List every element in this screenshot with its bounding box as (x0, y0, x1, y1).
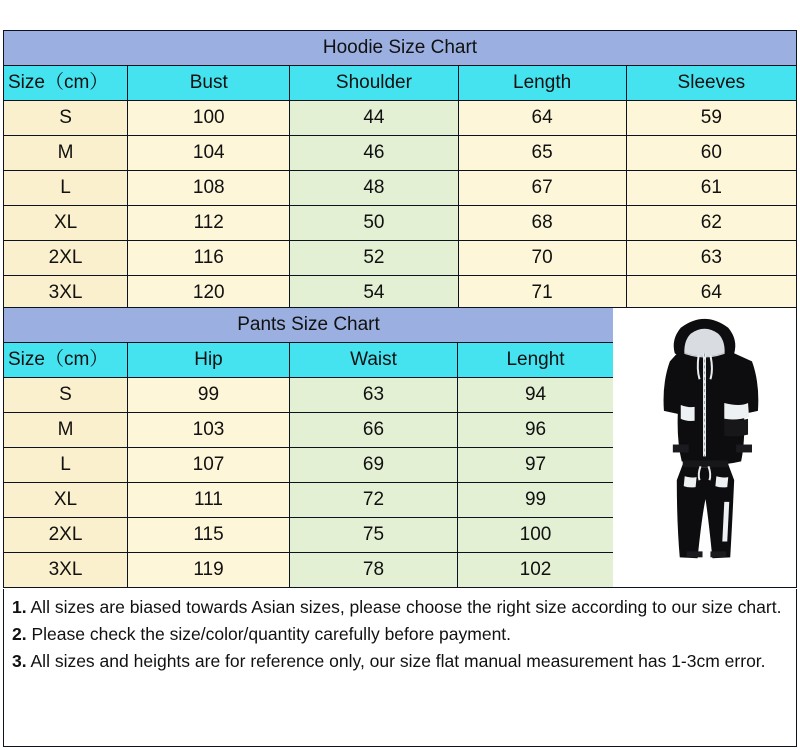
note-2 (12, 622, 788, 647)
cell-length: 96 (458, 413, 614, 448)
cell-size: 3XL (4, 553, 128, 588)
pants-header-waist: Waist (290, 343, 458, 378)
cell-hip: 111 (128, 483, 290, 518)
cell-length: 97 (458, 448, 614, 483)
cell-bust: 116 (128, 241, 290, 276)
hoodie-size-chart (3, 30, 797, 311)
hoodie-header-bust: Bust (128, 66, 290, 101)
table-row (4, 448, 614, 483)
cell-waist: 78 (290, 553, 458, 588)
pants-header-length: Lenght (458, 343, 614, 378)
cell-size: M (4, 136, 128, 171)
cell-length: 102 (458, 553, 614, 588)
cell-shoulder: 52 (290, 241, 458, 276)
cell-waist: 69 (290, 448, 458, 483)
pants-header-row (4, 343, 614, 378)
cell-shoulder: 44 (290, 101, 458, 136)
table-row (4, 276, 797, 311)
hoodie-header-size: Size（cm） (4, 66, 128, 101)
cell-waist: 72 (290, 483, 458, 518)
table-row (4, 101, 797, 136)
note-1-number: 1. (12, 597, 27, 617)
table-row (4, 241, 797, 276)
table-row (4, 518, 614, 553)
pants-size-chart (3, 307, 613, 588)
pants-table (3, 307, 614, 588)
cell-bust: 100 (128, 101, 290, 136)
pants-section (3, 307, 797, 588)
table-row (4, 553, 614, 588)
cell-sleeves: 59 (626, 101, 796, 136)
cell-size: 2XL (4, 518, 128, 553)
cell-shoulder: 54 (290, 276, 458, 311)
note-1-text: All sizes are biased towards Asian sizes, please choose the right size according to our size chart. (26, 597, 782, 617)
cell-bust: 112 (128, 206, 290, 241)
hoodie-header-row (4, 66, 797, 101)
cell-size: L (4, 171, 128, 206)
cell-size: XL (4, 206, 128, 241)
note-3 (12, 649, 788, 674)
table-row (4, 378, 614, 413)
cell-size: 3XL (4, 276, 128, 311)
cell-hip: 99 (128, 378, 290, 413)
note-2-number: 2. (12, 624, 27, 644)
cell-waist: 75 (290, 518, 458, 553)
cell-length: 71 (458, 276, 626, 311)
hoodie-title: Hoodie Size Chart (4, 31, 797, 66)
cell-sleeves: 60 (626, 136, 796, 171)
table-row (4, 136, 797, 171)
cell-length: 64 (458, 101, 626, 136)
cell-length: 94 (458, 378, 614, 413)
cell-bust: 108 (128, 171, 290, 206)
note-1 (12, 595, 788, 620)
table-row (4, 413, 614, 448)
cell-waist: 66 (290, 413, 458, 448)
table-row (4, 171, 797, 206)
cell-length: 67 (458, 171, 626, 206)
cell-shoulder: 48 (290, 171, 458, 206)
cell-hip: 107 (128, 448, 290, 483)
note-3-number: 3. (12, 651, 27, 671)
cell-hip: 103 (128, 413, 290, 448)
cell-size: M (4, 413, 128, 448)
black-hooded-tracksuit-photo (613, 308, 796, 587)
cell-length: 100 (458, 518, 614, 553)
cell-waist: 63 (290, 378, 458, 413)
pants-title-row (4, 308, 614, 343)
cell-length: 70 (458, 241, 626, 276)
cell-length: 68 (458, 206, 626, 241)
pants-header-size: Size（cm） (4, 343, 128, 378)
cell-sleeves: 64 (626, 276, 796, 311)
note-2-text: Please check the size/color/quantity carefully before payment. (26, 624, 512, 644)
hoodie-header-shoulder: Shoulder (290, 66, 458, 101)
note-3-text: All sizes and heights are for reference only, our size flat manual measurement has 1-3cm error. (26, 651, 766, 671)
cell-bust: 104 (128, 136, 290, 171)
cell-hip: 115 (128, 518, 290, 553)
cell-size: 2XL (4, 241, 128, 276)
cell-size: XL (4, 483, 128, 518)
cell-sleeves: 62 (626, 206, 796, 241)
hoodie-title-row (4, 31, 797, 66)
cell-length: 65 (458, 136, 626, 171)
product-image-cell (613, 307, 797, 588)
pants-header-hip: Hip (128, 343, 290, 378)
cell-shoulder: 46 (290, 136, 458, 171)
hoodie-header-length: Length (458, 66, 626, 101)
cell-size: S (4, 378, 128, 413)
table-row (4, 483, 614, 518)
table-row (4, 206, 797, 241)
size-notes (3, 589, 797, 747)
cell-size: L (4, 448, 128, 483)
cell-size: S (4, 101, 128, 136)
cell-sleeves: 61 (626, 171, 796, 206)
cell-sleeves: 63 (626, 241, 796, 276)
cell-bust: 120 (128, 276, 290, 311)
hoodie-header-sleeves: Sleeves (626, 66, 796, 101)
cell-shoulder: 50 (290, 206, 458, 241)
cell-hip: 119 (128, 553, 290, 588)
pants-title: Pants Size Chart (4, 308, 614, 343)
cell-length: 99 (458, 483, 614, 518)
hoodie-table (3, 30, 797, 311)
